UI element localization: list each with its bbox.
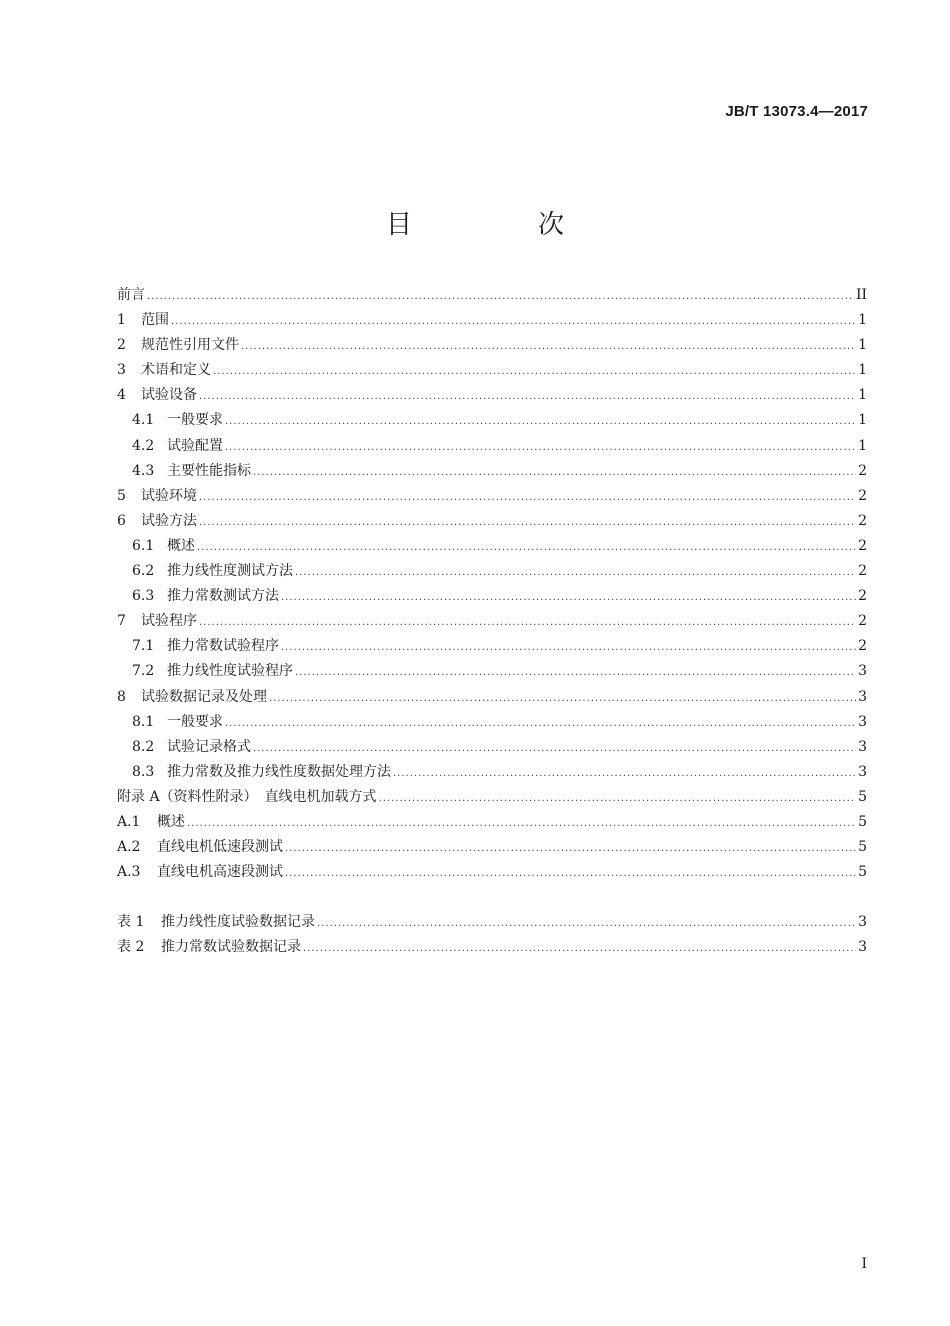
toc-dot-leader	[199, 485, 856, 510]
toc-entry-label: 范围	[141, 312, 169, 329]
toc-entry[interactable]	[117, 659, 867, 684]
toc-entry-number: 7.1	[132, 638, 155, 655]
toc-dot-leader	[379, 786, 857, 811]
toc-entry-page: 2	[858, 462, 867, 479]
toc-dot-leader	[225, 435, 856, 460]
toc-entry-page: 2	[858, 512, 867, 529]
toc-entry[interactable]	[117, 860, 867, 885]
toc-dot-leader	[199, 610, 856, 635]
toc-entry-page: 5	[858, 813, 867, 830]
toc-entry-page: 1	[858, 362, 867, 379]
toc-gap	[117, 885, 867, 910]
toc-entry-page: 3	[858, 663, 867, 680]
toc-entry[interactable]	[117, 358, 867, 383]
toc-dot-leader	[253, 460, 856, 485]
toc-entry[interactable]	[117, 484, 867, 509]
toc-entry-page: 3	[858, 763, 867, 780]
toc-entry-number: A.1	[117, 813, 141, 830]
toc-entry-number: 1	[117, 312, 126, 329]
toc-entry-label: 试验程序	[141, 613, 197, 630]
toc-entry[interactable]	[117, 559, 867, 584]
toc-entry-label: 规范性引用文件	[141, 337, 239, 354]
toc-title: 目 次	[385, 210, 614, 240]
toc-dot-leader	[199, 510, 856, 535]
toc-entry-page: 1	[858, 387, 867, 404]
toc-dot-leader	[393, 761, 856, 786]
toc-dot-leader	[197, 535, 856, 560]
toc-entry-label: 试验配置	[167, 437, 223, 454]
toc-entry-number: 4.2	[132, 437, 155, 454]
toc-entry-page: 3	[858, 738, 867, 755]
toc-entry-number: 8.3	[132, 763, 155, 780]
toc-entry-label: 试验环境	[141, 487, 197, 504]
toc-dot-leader	[295, 560, 856, 585]
toc-entry-number: 4.3	[132, 462, 155, 479]
toc-entry-page: 2	[858, 537, 867, 554]
toc-entry-page: 2	[858, 588, 867, 605]
toc-entry-label: 推力线性度测试方法	[167, 563, 293, 580]
toc-entry-page: 1	[858, 312, 867, 329]
doc-code: JB/T 13073.4—2017	[725, 103, 868, 120]
toc-entry-label: 推力常数试验程序	[167, 638, 279, 655]
toc-entry[interactable]	[117, 509, 867, 534]
toc-entry-page: 3	[858, 688, 867, 705]
toc-entry-page: 1	[858, 337, 867, 354]
toc-entry-label: 试验设备	[141, 387, 197, 404]
toc-entry-number: 8.2	[132, 738, 155, 755]
toc-entry-page: 2	[858, 487, 867, 504]
toc-entry-label: 推力常数及推力线性度数据处理方法	[167, 763, 391, 780]
toc-entry[interactable]	[117, 333, 867, 358]
toc-dot-leader	[281, 635, 856, 660]
toc-entry-label: 试验数据记录及处理	[141, 688, 267, 705]
toc-dot-leader	[213, 359, 856, 384]
toc-entries	[117, 283, 867, 885]
toc-entry-label: 直线电机低速段测试	[157, 839, 283, 856]
toc-entry-label: 一般要求	[167, 713, 223, 730]
toc-entry-page: II	[855, 287, 867, 303]
toc-entry-page: 5	[858, 839, 867, 856]
toc-dot-leader	[241, 334, 856, 359]
toc-dot-leader	[199, 384, 856, 409]
toc-entry-label: 试验记录格式	[167, 738, 251, 755]
toc-entry-number: 8	[117, 688, 126, 705]
toc-entry[interactable]	[117, 710, 867, 735]
toc-entry-label: 一般要求	[167, 412, 223, 429]
toc-entry[interactable]	[117, 609, 867, 634]
toc-entry[interactable]	[117, 308, 867, 333]
toc-entry-number: 3	[117, 362, 126, 379]
page-number: I	[861, 1256, 867, 1272]
toc-entry-number: 6	[117, 512, 126, 529]
toc-entry-number: 4.1	[132, 412, 155, 429]
toc-entry[interactable]	[117, 534, 867, 559]
toc-entry-label: 推力常数试验数据记录	[161, 939, 301, 956]
toc-entry[interactable]	[117, 459, 867, 484]
toc-entry[interactable]	[117, 584, 867, 609]
toc-entry[interactable]	[117, 735, 867, 760]
toc-entry-number: 5	[117, 487, 126, 504]
toc-entry-number: 6.1	[132, 537, 155, 554]
toc-entry-number: 表 1	[117, 914, 145, 931]
toc-entry[interactable]	[117, 760, 867, 785]
toc-entry-page: 5	[858, 788, 867, 805]
toc-dot-leader	[281, 585, 856, 610]
toc-dot-leader	[147, 284, 854, 309]
toc-entry-label: 概述	[167, 537, 195, 554]
toc-entry[interactable]	[117, 935, 867, 960]
toc-entry-number: 7.2	[132, 663, 155, 680]
toc-entry[interactable]	[117, 408, 867, 433]
toc-dot-leader	[269, 686, 856, 711]
toc-dot-leader	[225, 409, 856, 434]
toc-entry[interactable]	[117, 685, 867, 710]
toc-entry[interactable]	[117, 810, 867, 835]
toc-entry-label: 术语和定义	[141, 362, 211, 379]
toc-entry-number: A.2	[117, 839, 141, 856]
toc-dot-leader	[285, 836, 856, 861]
toc-entry[interactable]	[117, 835, 867, 860]
toc-dot-leader	[171, 309, 856, 334]
toc-entry-label: 附录 A（资料性附录） 直线电机加载方式	[117, 788, 377, 805]
toc-entry-page: 3	[858, 914, 867, 931]
toc-entry-page: 2	[858, 638, 867, 655]
toc-entry-page: 2	[858, 613, 867, 630]
toc-entry-number: 2	[117, 337, 126, 354]
toc-entry-page: 1	[858, 412, 867, 429]
toc-entry[interactable]	[117, 634, 867, 659]
toc-dot-leader	[187, 811, 856, 836]
toc-entry-label: 试验方法	[141, 512, 197, 529]
toc-dot-leader	[295, 660, 856, 685]
toc-entry-number: 4	[117, 387, 126, 404]
toc-entry-page: 5	[858, 864, 867, 881]
toc-entry[interactable]	[117, 434, 867, 459]
toc-entry-label: 概述	[157, 813, 185, 830]
toc-entry-page: 3	[858, 713, 867, 730]
toc-entry-label: 直线电机高速段测试	[157, 864, 283, 881]
toc-dot-leader	[303, 936, 856, 961]
toc-dot-leader	[225, 711, 856, 736]
toc-entry-label: 主要性能指标	[167, 462, 251, 479]
toc-entry-label: 推力常数测试方法	[167, 588, 279, 605]
toc-entry-page: 2	[858, 563, 867, 580]
toc-entry-number: 8.1	[132, 713, 155, 730]
toc-dot-leader	[317, 911, 856, 936]
toc-entry[interactable]	[117, 910, 867, 935]
toc-entry-page: 1	[858, 437, 867, 454]
table-of-contents	[117, 283, 867, 960]
toc-entry-label: 推力线性度试验数据记录	[161, 914, 315, 931]
toc-entry-label: 前言	[117, 287, 145, 303]
toc-entry-page: 3	[858, 939, 867, 956]
toc-entry-label: 推力线性度试验程序	[167, 663, 293, 680]
toc-entry-number: 表 2	[117, 939, 145, 956]
toc-entry[interactable]	[117, 383, 867, 408]
toc-dot-leader	[253, 736, 856, 761]
toc-entry-number: A.3	[117, 864, 141, 881]
toc-entry-number: 6.2	[132, 563, 155, 580]
toc-entry-number: 7	[117, 613, 126, 630]
toc-entry-number: 6.3	[132, 588, 155, 605]
toc-table-entries	[117, 910, 867, 960]
toc-dot-leader	[285, 861, 856, 886]
toc-entry[interactable]	[117, 785, 867, 810]
toc-entry[interactable]	[117, 283, 867, 308]
